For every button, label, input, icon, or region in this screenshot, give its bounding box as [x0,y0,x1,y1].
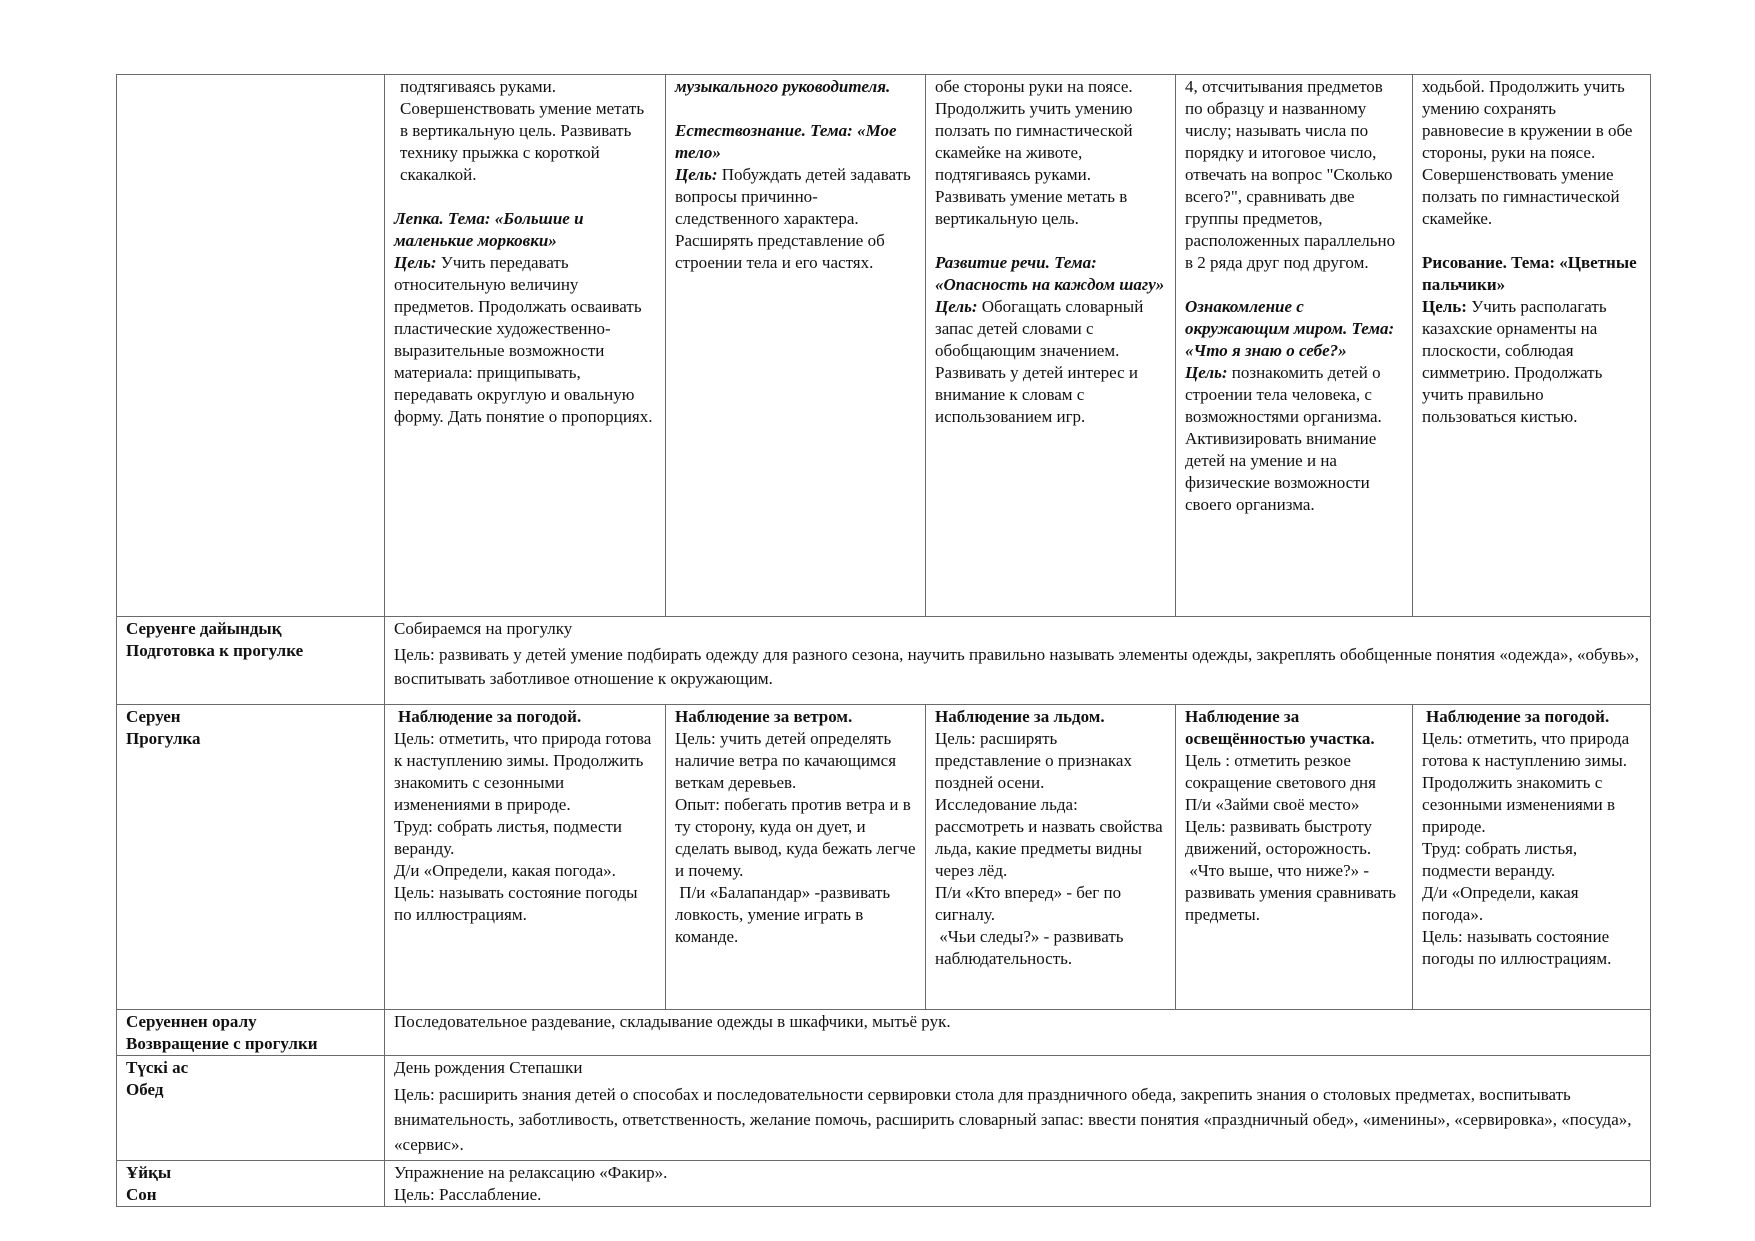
prep-row [117,617,1651,705]
walk-title: Наблюдение за освещённостью участка. [1185,707,1375,748]
activity-goal: Учить располагать казахские орнаменты на плоскости, соблюдая симметрию. Продолжать учить правильно пользоваться кистью. [1422,297,1607,426]
label-kz: Серуеннен оралу [126,1012,257,1031]
label-ru: Подготовка к прогулке [126,641,304,660]
sleep-row [117,1161,1651,1207]
activity-goal: Учить передавать относительную величину предметов. Продолжать осваивать пластические художественно-выразительные возможности материала: прищипывать, передавать округлую и овальную форму. Дать понятие о пропорциях. [394,253,653,426]
activity-intro: ходьбой. Продолжить учить умению сохранять равновесие в кружении в обе стороны, руки на поясе. Совершенствовать умение ползать по гимнастической скамейке. [1422,77,1633,228]
sleep-content [385,1161,1651,1207]
row-label [117,617,385,705]
daily-plan-table [116,74,1651,1207]
activity-cell-5 [1413,75,1651,617]
activity-cell-3 [926,75,1176,617]
walk-text: Цель: отметить, что природа готова к наступлению зимы. Продолжить знакомить с сезонными изменениями в природе. Труд: собрать листья, подмести веранду. Д/и «Определи, какая погода». Цель: называть состояние погоды по иллюстрациям. [1422,729,1630,968]
activity-title: Ознакомление с окружающим миром. Тема: «Что я знаю о себе?» [1185,297,1395,360]
row-label [117,1056,385,1161]
walk-cell-4 [1176,705,1413,1010]
label-ru: Прогулка [126,729,201,748]
activity-intro: музыкального руководителя. [675,77,891,96]
goal-label: Цель: [935,297,978,316]
walk-row [117,705,1651,1010]
row-label [117,705,385,1010]
walk-text: Цель : отметить резкое сокращение светового дня П/и «Займи своё место» Цель: развивать быстроту движений, осторожность. «Что выше, что ниже?» - развивать умения сравнивать предметы. [1185,751,1396,924]
goal-label: Цель: [675,165,718,184]
return-text: Последовательное раздевание, складывание одежды в шкафчики, мытьё рук. [394,1012,951,1031]
activity-title: Развитие речи. Тема: «Опасность на каждом шагу» [935,253,1165,294]
lunch-text: Цель: расширить знания детей о способах и последовательности сервировки стола для праздничного обеда, закрепить знания о столовых предметах, воспитывать внимательность, заботливость, ответственность, желание помочь, расширить словарный запас: ввести понятия «праздничный обед», «именины», «сервировка», «посуда», «сервис». [394,1085,1632,1154]
activity-intro: 4, отсчитывания предметов по образцу и названному числу; называть числа по порядку и итоговое число, отвечать на вопрос "Сколько всего?", сравнивать две группы предметов, расположенных параллельно в 2 ряда друг под другом. [1185,77,1396,272]
activities-row [117,75,1651,617]
row-label-empty [117,75,385,617]
activity-title: Лепка. Тема: «Большие и маленькие морковки» [394,209,584,250]
label-kz: Серуенге дайындық [126,619,282,638]
activity-title: Естествознание. Тема: «Мое тело» [675,121,897,162]
lunch-row [117,1056,1651,1161]
walk-cell-5 [1413,705,1651,1010]
goal-label: Цель: [1185,363,1228,382]
activity-intro: обе стороны руки на поясе. Продолжить учить умению ползать по гимнастической скамейке на животе, подтягиваясь руками. Развивать умение метать в вертикальную цель. [935,77,1133,228]
label-kz: Ұйқы [126,1163,172,1182]
label-kz: Түскі ас [126,1058,189,1077]
activity-goal: Обогащать словарный запас детей словами с обобщающим значением. Развивать у детей интерес и внимание к словам с использованием игр. [935,297,1144,426]
walk-title: Наблюдение за погодой. [398,707,582,726]
walk-title: Наблюдение за льдом. [935,707,1105,726]
goal-label: Цель: [394,253,437,272]
activity-cell-2 [666,75,926,617]
activity-intro: подтягиваясь руками. Совершенствовать умение метать в вертикальную цель. Развивать технику прыжка с короткой скакалкой. [400,77,645,184]
row-label [117,1161,385,1207]
activity-cell-4 [1176,75,1413,617]
walk-cell-1 [385,705,666,1010]
label-ru: Сон [126,1185,157,1204]
sleep-title: Упражнение на релаксацию «Факир». [394,1163,668,1182]
sleep-text: Цель: Расслабление. [394,1185,542,1204]
lunch-title: День рождения Степашки [394,1058,583,1077]
walk-cell-2 [666,705,926,1010]
activity-goal: Побуждать детей задавать вопросы причинно-следственного характера. Расширять представление об строении тела и его частях. [675,165,911,272]
prep-content [385,617,1651,705]
walk-text: Цель: расширять представление о признаках поздней осени. Исследование льда: рассмотреть и назвать свойства льда, какие предметы видны через лёд. П/и «Кто вперед» - бег по сигналу. «Чьи следы?» - развивать наблюдательность. [935,729,1163,968]
lunch-content [385,1056,1651,1161]
return-row [117,1010,1651,1056]
row-label [117,1010,385,1056]
goal-label: Цель: [1422,297,1467,316]
label-kz: Серуен [126,707,181,726]
return-content [385,1010,1651,1056]
prep-title: Собираемся на прогулку [394,619,573,638]
label-ru: Обед [126,1080,164,1099]
walk-cell-3 [926,705,1176,1010]
activity-title: Рисование. Тема: «Цветные пальчики» [1422,253,1637,294]
walk-text: Цель: отметить, что природа готова к наступлению зимы. Продолжить знакомить с сезонными изменениями в природе. Труд: собрать листья, подмести веранду. Д/и «Определи, какая погода». Цель: называть состояние погоды по иллюстрациям. [394,729,652,924]
label-ru: Возвращение с прогулки [126,1034,318,1053]
activity-cell-1 [385,75,666,617]
prep-text: Цель: развивать у детей умение подбирать одежду для разного сезона, научить правильно называть элементы одежды, закреплять обобщенные понятия «одежда», «обувь», воспитывать заботливое отношение к окружающим. [394,645,1640,688]
walk-title: Наблюдение за погодой. [1426,707,1610,726]
walk-text: Цель: учить детей определять наличие ветра по качающимся веткам деревьев. Опыт: побегать против ветра и в ту сторону, куда он дует, и сделать вывод, куда бежать легче и почему. П/и «Балапандар» -развивать ловкость, умение играть в команде. [675,729,916,946]
activity-goal: познакомить детей о строении тела человека, с возможностями организма. Активизировать внимание детей на умение и на физические возможности своего организма. [1185,363,1382,514]
walk-title: Наблюдение за ветром. [675,707,853,726]
